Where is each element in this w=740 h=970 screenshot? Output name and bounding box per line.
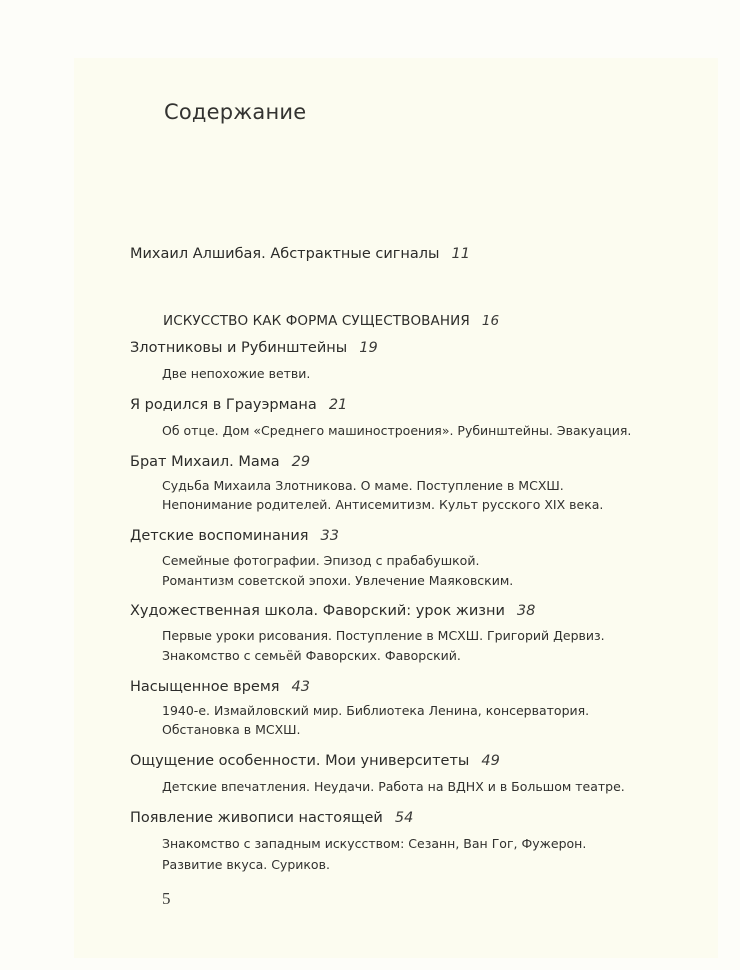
toc-chapter-label: Злотниковы и Рубинштейны bbox=[130, 340, 348, 356]
toc-chapter-page: 38 bbox=[516, 603, 536, 619]
page-title: Содержание bbox=[164, 100, 307, 124]
toc-chapter bbox=[130, 810, 413, 826]
toc-chapter-summary: Знакомство с западным искусством: Сезанн, Ван Гог, Фужерон. bbox=[162, 836, 587, 851]
toc-chapter-summary: Знакомство с семьёй Фаворских. Фаворский. bbox=[162, 648, 461, 663]
toc-chapter-summary: Развитие вкуса. Суриков. bbox=[162, 857, 330, 872]
toc-chapter bbox=[130, 397, 347, 413]
toc-chapter-label: Художественная школа. Фаворский: урок жизни bbox=[130, 603, 505, 619]
toc-chapter-summary: Судьба Михаила Злотникова. О маме. Поступление в МСХШ. bbox=[162, 478, 564, 493]
toc-chapter-summary: Первые уроки рисования. Поступление в МСХШ. Григорий Дервиз. bbox=[162, 628, 605, 643]
toc-chapter-page: 43 bbox=[291, 679, 310, 695]
toc-chapter-page: 29 bbox=[291, 454, 311, 470]
toc-chapter bbox=[130, 454, 310, 470]
toc-chapter bbox=[130, 603, 535, 619]
toc-chapter bbox=[130, 753, 500, 769]
toc-chapter-label: Я родился в Грауэрмана bbox=[130, 397, 317, 413]
toc-chapter-label: Брат Михаил. Мама bbox=[130, 454, 280, 470]
toc-chapter-label: Насыщенное время bbox=[130, 679, 280, 695]
page-number: 5 bbox=[162, 889, 171, 908]
toc-chapter-page: 54 bbox=[394, 810, 414, 826]
toc-chapter-summary: Детские впечатления. Неудачи. Работа на ВДНХ и в Большом театре. bbox=[162, 779, 625, 794]
toc-intro-page: 11 bbox=[451, 246, 470, 262]
toc-part-label: ИСКУССТВО КАК ФОРМА СУЩЕСТВОВАНИЯ bbox=[163, 313, 470, 329]
toc-chapter-summary: Непонимание родителей. Антисемитизм. Культ русского XIX века. bbox=[162, 497, 604, 512]
toc-chapter bbox=[130, 528, 339, 544]
toc-chapter-label: Появление живописи настоящей bbox=[130, 810, 383, 826]
toc-chapter-label: Ощущение особенности. Мои университеты bbox=[130, 753, 470, 769]
toc-chapter-summary: Обстановка в МСХШ. bbox=[162, 722, 301, 737]
toc-chapter-summary: Об отце. Дом «Среднего машиностроения». Рубинштейны. Эвакуация. bbox=[162, 423, 632, 438]
toc-intro-label: Михаил Алшибая. Абстрактные сигналы bbox=[130, 246, 440, 262]
toc-intro bbox=[130, 246, 470, 262]
toc-part-heading bbox=[163, 313, 499, 329]
toc-chapter-page: 19 bbox=[359, 340, 378, 356]
toc-chapter-summary: Романтизм советской эпохи. Увлечение Маяковским. bbox=[162, 573, 514, 588]
toc-chapter-page: 21 bbox=[328, 397, 348, 413]
toc-chapter bbox=[130, 340, 378, 356]
toc-chapter bbox=[130, 679, 310, 695]
toc-part-page: 16 bbox=[481, 313, 500, 329]
toc-chapter-summary: Семейные фотографии. Эпизод с прабабушкой. bbox=[162, 553, 480, 568]
toc-chapter-label: Детские воспоминания bbox=[130, 528, 309, 544]
toc-chapter-summary: Две непохожие ветви. bbox=[162, 366, 311, 381]
toc-chapter-page: 49 bbox=[481, 753, 500, 769]
toc-chapter-summary: 1940-е. Измайловский мир. Библиотека Ленина, консерватория. bbox=[162, 703, 590, 718]
toc-chapter-page: 33 bbox=[320, 528, 339, 544]
